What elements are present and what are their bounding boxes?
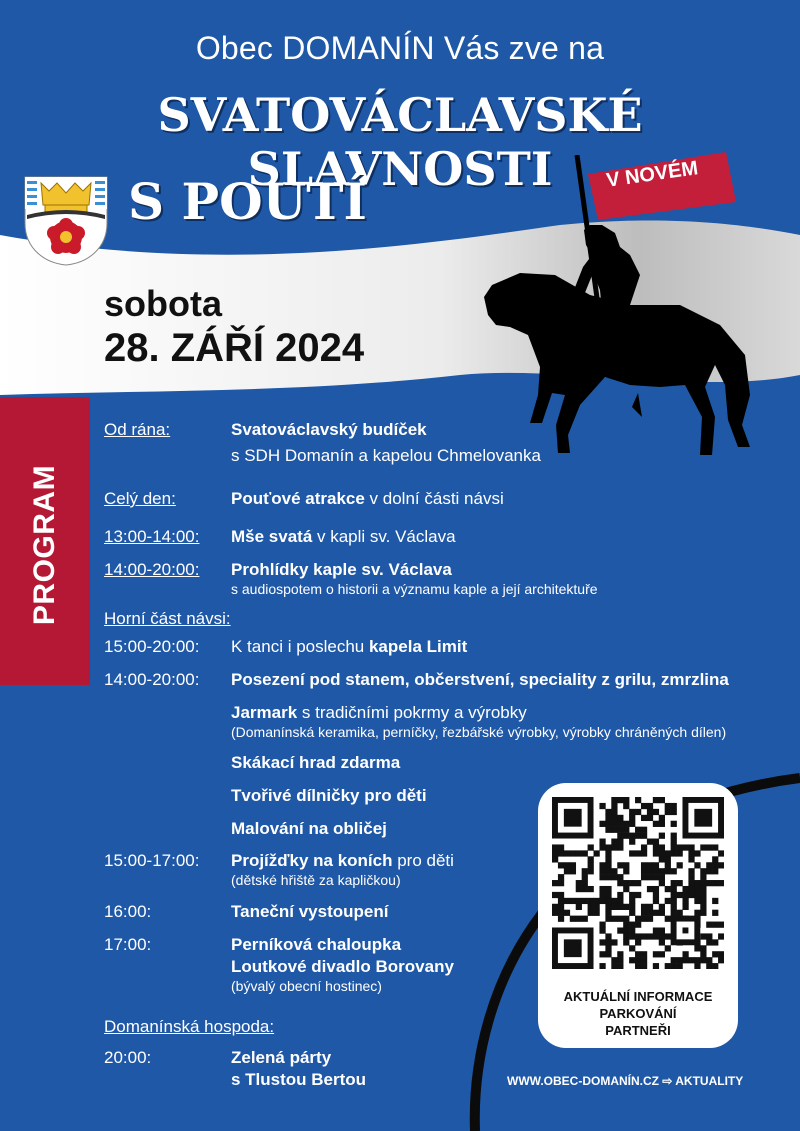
event-detail: pro děti bbox=[392, 851, 454, 870]
event-detail: s SDH Domanín a kapelou Chmelovanka bbox=[231, 446, 541, 465]
event-title: Pouťové atrakce bbox=[231, 489, 365, 508]
event-title: Zelená párty bbox=[231, 1048, 332, 1067]
time-label: 20:00: bbox=[104, 1048, 152, 1067]
qr-code-icon[interactable] bbox=[552, 797, 724, 969]
section-heading: Domanínská hospoda: bbox=[104, 1017, 275, 1036]
event-title: Svatováclavský budíček bbox=[231, 420, 427, 439]
event-note: (Domanínská keramika, perníčky, řezbářské výrobky, výrobky chráněných dílen) bbox=[231, 724, 727, 740]
qr-caption-line: PARKOVÁNÍ bbox=[599, 1006, 677, 1021]
section-heading: Horní část návsi: bbox=[104, 609, 231, 628]
event-line bbox=[231, 527, 456, 547]
event-title: Taneční vystoupení bbox=[231, 902, 389, 921]
event-line bbox=[231, 489, 504, 509]
event-title: Prohlídky kaple sv. Václava bbox=[231, 560, 452, 579]
qr-caption bbox=[538, 988, 738, 1039]
event-note: s audiospotem o historii a významu kaple a její architektuře bbox=[231, 581, 598, 597]
event-subtitle: S POUTÍ bbox=[128, 172, 367, 231]
event-title: s Tlustou Bertou bbox=[231, 1070, 367, 1089]
event-detail: K tanci i poslechu bbox=[231, 637, 369, 656]
event-title: Posezení pod stanem, občerstvení, speciality z grilu, zmrzlina bbox=[231, 670, 729, 689]
time-label: 16:00: bbox=[104, 902, 152, 921]
event-detail: s tradičními pokrmy a výrobky bbox=[297, 703, 527, 722]
event-title: Projížďky na koních bbox=[231, 851, 393, 870]
event-detail: v kapli sv. Václava bbox=[312, 527, 456, 546]
event-detail: v dolní části návsi bbox=[364, 489, 504, 508]
time-label: Celý den: bbox=[104, 489, 176, 508]
date-full: 28. ZÁŘÍ 2024 bbox=[104, 326, 365, 370]
event-note: (bývalý obecní hostinec) bbox=[231, 978, 382, 994]
time-label: 17:00: bbox=[104, 935, 152, 954]
event-title: Skákací hrad zdarma bbox=[231, 753, 401, 772]
event-title: Tvořivé dílničky pro děti bbox=[231, 786, 427, 805]
event-title: Jarmark bbox=[231, 703, 298, 722]
event-line bbox=[231, 703, 527, 723]
website-link[interactable]: WWW.OBEC-DOMANÍN.CZ ⇨ AKTUALITY bbox=[507, 1074, 744, 1088]
event-title: Loutkové divadlo Borovany bbox=[231, 957, 454, 976]
event-title: Mše svatá bbox=[231, 527, 313, 546]
qr-caption-line: PARTNEŘI bbox=[605, 1023, 671, 1038]
badge-text: V NOVÉM bbox=[605, 157, 700, 192]
time-label: Od rána: bbox=[104, 420, 171, 439]
event-title: Perníková chaloupka bbox=[231, 935, 402, 954]
time-label: 15:00-20:00: bbox=[104, 637, 200, 656]
qr-caption-line: AKTUÁLNÍ INFORMACE bbox=[563, 989, 713, 1004]
event-title: SVATOVÁCLAVSKÉ SLAVNOSTI bbox=[157, 88, 643, 196]
event-line bbox=[231, 637, 467, 657]
event-note: (dětské hřiště za kapličkou) bbox=[231, 872, 401, 888]
time-label: 14:00-20:00: bbox=[104, 670, 200, 689]
date-day: sobota bbox=[104, 283, 223, 324]
event-title: kapela Limit bbox=[368, 637, 468, 656]
time-label: 13:00-14:00: bbox=[104, 527, 200, 546]
time-label: 14:00-20:00: bbox=[104, 560, 200, 579]
invite-text: Obec DOMANÍN Vás zve na bbox=[195, 30, 605, 66]
time-label: 15:00-17:00: bbox=[104, 851, 200, 870]
program-label: PROGRAM bbox=[28, 464, 61, 626]
event-title: Malování na obličej bbox=[231, 819, 387, 838]
event-line bbox=[231, 851, 454, 871]
